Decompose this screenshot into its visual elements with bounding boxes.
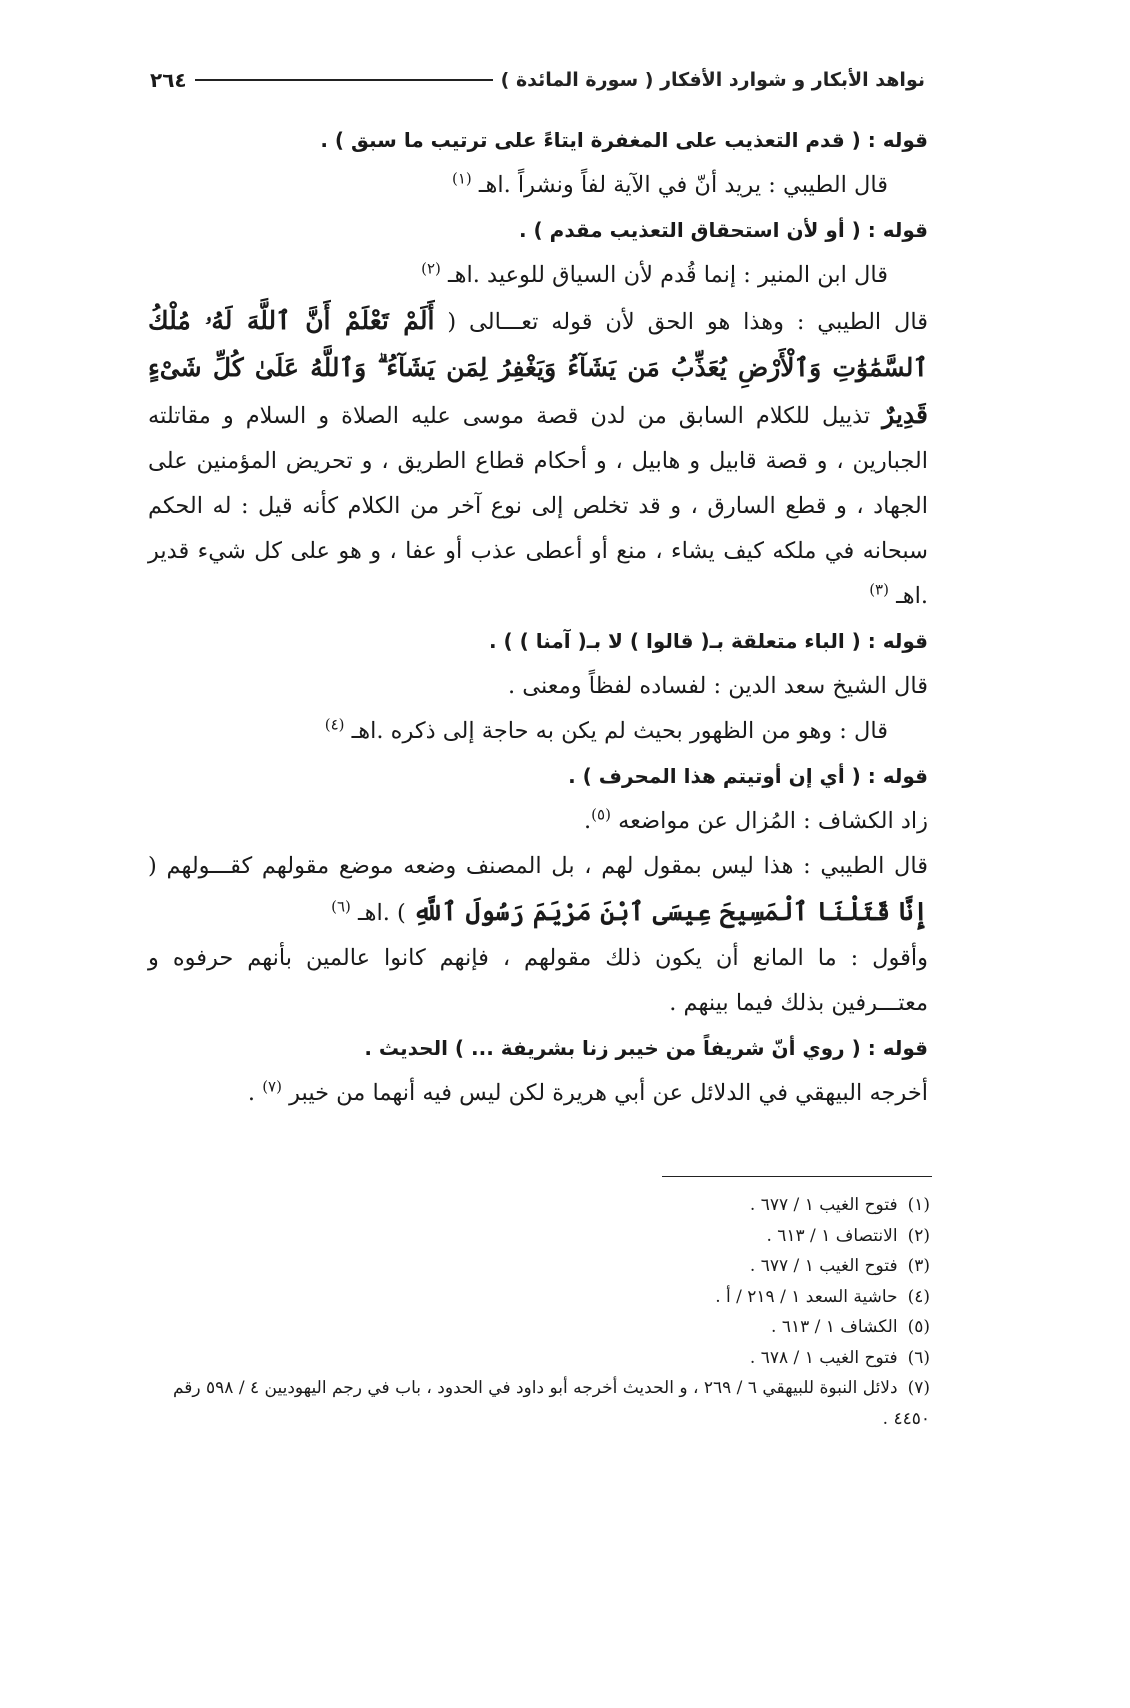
paragraph-text: وأقول : ما المانع أن يكون ذلك مقولهم ، فإنهم كانوا عالمين بأنهم حرفوه و معتـــرفين بذلك فيما بينهم . [148, 945, 928, 1016]
paragraph-text: قال ابن المنير : إنما قُدم لأن السياق للوعيد .اهـ [448, 262, 888, 288]
footnote-ref[interactable]: (٤) [324, 715, 345, 734]
footnote-ref[interactable]: (١) [451, 169, 472, 188]
paragraph [148, 298, 928, 619]
footnote-text: دلائل النبوة للبيهقي ٦ / ٢٦٩ ، و الحديث أخرجه أبو داود في الحدود ، باب في رجم اليهوديين ٤ / ٥٩٨ رقم ٤٤٥٠ . [172, 1378, 930, 1429]
quran-verse: أَلَمْ تَعْلَمْ أَنَّ ٱللَّهَ لَهُۥ مُلْكُ ٱلسَّمَٰوَٰتِ وَٱلْأَرْضِ يُعَذِّبُ مَن يَشَآءُ وَيَغْفِرُ لِمَن يَشَآءُ ۗ وَٱللَّهُ عَلَىٰ كُلِّ شَىْءٍ قَدِيرٌ [148, 306, 928, 429]
footnote-text: حاشية السعد ١ / ٢١٩ / أ . [715, 1286, 898, 1307]
footnote-number: (٣) [907, 1256, 930, 1276]
commentary-lemma: قوله : ( أو لأن استحقاق التعذيب مقدم ) . [519, 218, 928, 242]
footnote-number: (٢) [907, 1225, 930, 1246]
paragraph [148, 619, 928, 664]
paragraph [148, 664, 928, 709]
footnote-number: (١) [907, 1195, 930, 1215]
footnote-text: فتوح الغيب ١ / ٦٧٨ . [749, 1347, 898, 1368]
footnote [150, 1343, 930, 1374]
footnote-text: الكشاف ١ / ٦١٣ . [771, 1317, 898, 1337]
commentary-lemma: قوله : ( قدم التعذيب على المغفرة ايتاءً على ترتيب ما سبق ) . [320, 128, 928, 152]
footnote-number: (٦) [907, 1347, 930, 1368]
footnote-ref[interactable]: (٥) [591, 805, 611, 824]
footnote [150, 1282, 930, 1313]
page-header [150, 62, 925, 98]
running-title: نواهد الأبكار و شوارد الأفكار ( سورة المائدة ) [500, 69, 925, 91]
paragraph-text: زاد الكشاف : المُزال عن مواضعه [618, 808, 928, 834]
paragraph [148, 118, 928, 163]
quran-verse: إِنَّا قَتَلْنَا ٱلْمَسِيحَ عِيسَى ٱبْنَ مَرْيَمَ رَسُولَ ٱللَّهِ [412, 897, 928, 926]
footnote-text: الانتصاف ١ / ٦١٣ . [766, 1225, 898, 1246]
footnotes [150, 1190, 930, 1434]
paragraph [148, 936, 928, 1026]
commentary-lemma: قوله : ( الباء متعلقة بـ( قالوا ) لا بـ( آمنا ) ) . [488, 629, 928, 653]
footnote-number: (٥) [907, 1317, 930, 1337]
paragraph-text: قال : وهو من الظهور بحيث لم يكن به حاجة إلى ذكره .اهـ [351, 718, 888, 744]
paragraph-text: قال الطيبي : وهذا هو الحق لأن قوله تعـــالى ( [447, 309, 928, 335]
commentary-lemma: قوله : ( روي أنّ شريفاً من خيبر زنا بشريفة ... ) الحديث . [364, 1036, 928, 1060]
paragraph-text: قال الطيبي : هذا ليس بمقول لهم ، بل المصنف وضعه موضع مقولهم كقـــولهم ( [148, 853, 928, 879]
footnote-ref[interactable]: (٦) [331, 897, 351, 916]
footnote-number: (٤) [907, 1286, 930, 1307]
paragraph [148, 253, 928, 298]
commentary-lemma: قوله : ( أي إن أوتيتم هذا المحرف ) . [568, 764, 928, 788]
footnote [150, 1251, 930, 1282]
footnote [150, 1312, 930, 1343]
header-rule [195, 79, 493, 81]
paragraph-text: قال الشيخ سعد الدين : لفساده لفظاً ومعنى . [507, 673, 928, 699]
footnote [150, 1221, 930, 1252]
footnote-ref[interactable]: (٢) [421, 259, 441, 278]
page-number: ٢٦٤ [150, 68, 187, 92]
footnote-number: (٧) [907, 1378, 930, 1398]
footnote-ref[interactable]: (٣) [869, 580, 889, 599]
footnote-ref[interactable]: (٧) [262, 1077, 282, 1096]
paragraph [148, 163, 928, 208]
paragraph-text: تذييل للكلام السابق من لدن قصة موسى عليه الصلاة و السلام و مقاتلته الجبارين ، و قصة قابيل و هابيل ، و أحكام قطاع الطريق ، و تحريض المؤمنين على الجهاد ، و قطع السارق ، و قد تخلص إلى نوع آخر من الكلام كأنه قيل : له الحكم سبحانه في ملكه كيف يشاء ، منع أو أعطى عذب أو عفا ، و هو على كل شيء قدير .اهـ [148, 403, 928, 609]
paragraph-text: أخرجه البيهقي في الدلائل عن أبي هريرة لكن ليس فيه أنهما من خيبر [289, 1080, 928, 1106]
paragraph [148, 709, 928, 754]
paragraph [148, 844, 928, 936]
paragraph [148, 754, 928, 799]
footnote [150, 1190, 930, 1221]
paragraph [148, 208, 928, 253]
footnote-text: فتوح الغيب ١ / ٦٧٧ . [749, 1195, 898, 1215]
footnote-text: فتوح الغيب ١ / ٦٧٧ . [749, 1256, 898, 1276]
footnote [150, 1373, 930, 1434]
paragraph [148, 1026, 928, 1071]
paragraph: زاد الكشاف : المُزال عن مواضعه $^{(٥)}$. [584, 805, 928, 834]
paragraph-text: قال الطيبي : يريد أنّ في الآية لفاً ونشراً .اهـ [478, 172, 888, 198]
paragraph: أخرجه البيهقي في الدلائل عن أبي هريرة لكن ليس فيه أنهما من خيبر $^{(٧)}$ . [247, 1077, 928, 1106]
footnote-separator [662, 1176, 932, 1177]
paragraph-text: ) .اهـ [358, 900, 406, 926]
main-text [148, 118, 928, 1116]
